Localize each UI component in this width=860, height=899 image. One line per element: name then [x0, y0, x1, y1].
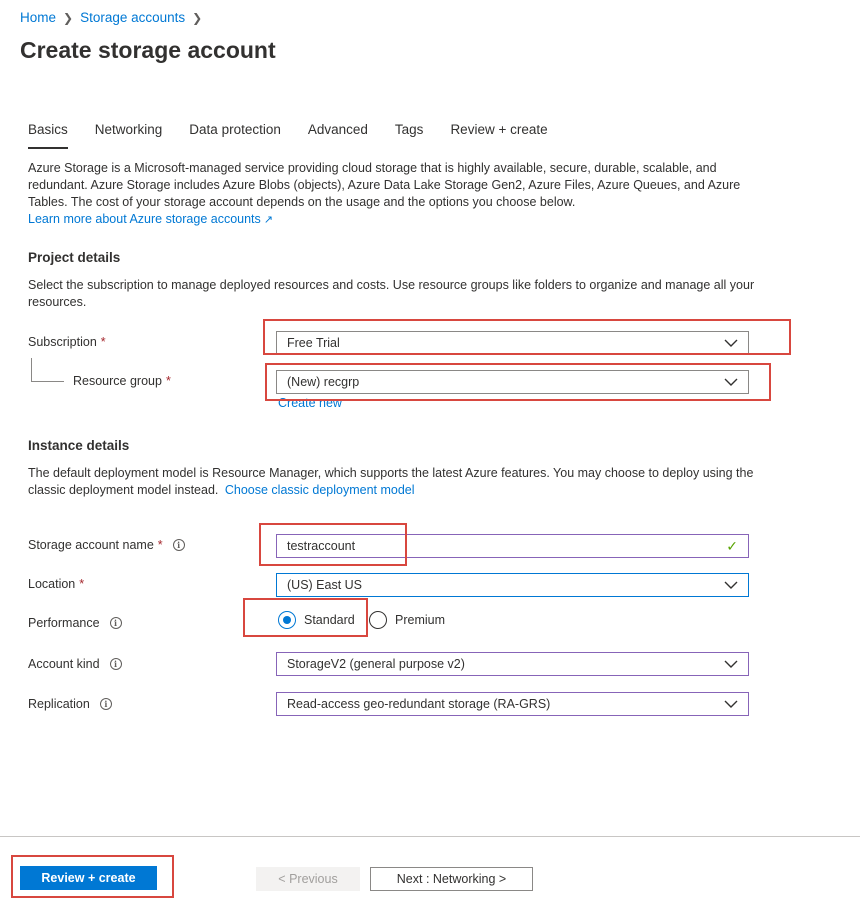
performance-premium-radio[interactable] [369, 611, 445, 629]
subscription-value: Free Trial [287, 336, 340, 350]
breadcrumb [20, 10, 202, 25]
replication-label [28, 697, 112, 711]
location-select[interactable] [276, 573, 749, 597]
subscription-label-text: Subscription [28, 335, 97, 349]
account-kind-value: StorageV2 (general purpose v2) [287, 657, 465, 671]
info-icon[interactable]: i [110, 617, 122, 629]
chevron-right-icon: ❯ [192, 10, 203, 25]
project-details-title: Project details [28, 250, 121, 265]
intro-description [28, 160, 763, 229]
account-kind-label [28, 657, 122, 671]
page-title: Create storage account [20, 37, 276, 63]
breadcrumb-home-link[interactable]: Home [20, 10, 57, 25]
required-marker: * [157, 538, 163, 552]
subscription-select[interactable] [276, 331, 749, 355]
replication-value: Read-access geo-redundant storage (RA-GRS) [287, 697, 551, 711]
replication-label-text: Replication [28, 697, 90, 711]
chevron-down-icon [724, 657, 738, 671]
storage-name-input[interactable] [276, 534, 749, 558]
create-new-link[interactable]: Create new [278, 396, 342, 410]
resource-group-label-text: Resource group [73, 374, 162, 388]
tab-tags[interactable]: Tags [394, 122, 424, 137]
replication-select[interactable] [276, 692, 749, 716]
breadcrumb-storage-accounts-link[interactable]: Storage accounts [80, 10, 186, 25]
instance-details-title: Instance details [28, 438, 130, 453]
premium-label: Premium [395, 613, 446, 627]
account-kind-label-text: Account kind [28, 657, 100, 671]
required-marker: * [100, 335, 106, 349]
subscription-label [28, 335, 106, 349]
tree-connector [31, 358, 64, 382]
tab-data-protection[interactable]: Data protection [189, 122, 281, 137]
chevron-down-icon [724, 375, 738, 389]
tab-networking[interactable]: Networking [94, 122, 163, 137]
resource-group-label [73, 374, 171, 388]
chevron-down-icon [724, 697, 738, 711]
instance-details-description [28, 465, 763, 499]
chevron-right-icon: ❯ [63, 10, 74, 25]
radio-selected-icon [278, 611, 296, 629]
required-marker: * [165, 374, 171, 388]
next-networking-button[interactable]: Next : Networking > [370, 867, 533, 891]
performance-label [28, 616, 122, 630]
intro-text: Azure Storage is a Microsoft-managed service providing cloud storage that is highly available, secure, durable, scalable, and redundant. Azure Storage includes Azure Blobs (objects), Azure Data Lake Storage Gen2, Azure Files, Azure Queues, and Azure Tables. The cost of your storage account depends on the usage and the options you choose below. [28, 161, 741, 209]
previous-button[interactable]: < Previous [256, 867, 360, 891]
tab-basics[interactable]: Basics [28, 122, 68, 152]
performance-standard-radio[interactable] [278, 611, 355, 629]
chevron-down-icon [724, 578, 738, 592]
storage-name-label [28, 538, 185, 552]
tab-review-create[interactable]: Review + create [450, 122, 548, 137]
standard-label: Standard [304, 613, 355, 627]
chevron-down-icon [724, 336, 738, 350]
performance-label-text: Performance [28, 616, 100, 630]
location-label-text: Location [28, 577, 76, 591]
info-icon[interactable]: i [173, 539, 185, 551]
required-marker: * [79, 577, 85, 591]
info-icon[interactable]: i [110, 658, 122, 670]
learn-more-label: Learn more about Azure storage accounts [28, 212, 261, 226]
account-kind-select[interactable] [276, 652, 749, 676]
external-link-icon: ↗ [263, 214, 274, 226]
storage-name-label-text: Storage account name [28, 538, 154, 552]
radio-unselected-icon [369, 611, 387, 629]
resource-group-select[interactable] [276, 370, 749, 394]
resource-group-value: (New) recgrp [287, 375, 360, 389]
storage-name-value: testraccount [287, 539, 356, 553]
checkmark-icon: ✓ [726, 537, 738, 554]
location-value: (US) East US [287, 578, 363, 592]
classic-deployment-link[interactable]: Choose classic deployment model [224, 483, 415, 497]
learn-more-link[interactable] [28, 212, 273, 226]
review-create-button[interactable]: Review + create [20, 866, 157, 890]
instance-details-text: The default deployment model is Resource Manager, which supports the latest Azure features. You may choose to deploy using the classic deployment model instead. [28, 466, 754, 497]
tab-bar [28, 122, 575, 152]
tab-advanced[interactable]: Advanced [307, 122, 368, 137]
project-details-description: Select the subscription to manage deployed resources and costs. Use resource groups like folders to organize and manage all your resources. [28, 278, 755, 309]
footer-divider [0, 836, 860, 837]
info-icon[interactable]: i [100, 698, 112, 710]
location-label [28, 577, 84, 591]
